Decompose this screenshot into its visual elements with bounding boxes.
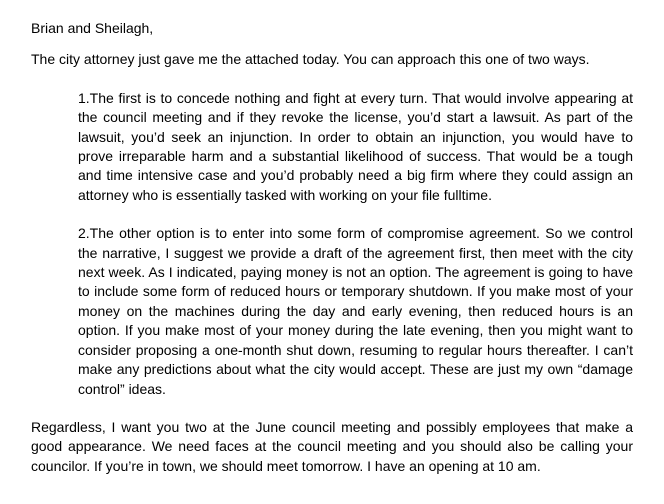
email-greeting: Brian and Sheilagh, (31, 20, 154, 36)
email-body (31, 19, 633, 476)
email-intro: The city attorney just gave me the attached today. You can approach this one of two ways. (31, 51, 590, 68)
option-first: 1.The first is to concede nothing and fight at every turn. That would involve appearing at the council meeting and if they revoke the license, you’d start a lawsuit. As part of the lawsuit, you’d seek an injunction. In order to obtain an injunction, you would have to prove irreparable harm and a substantial likelihood of success. That would be a tough and time intensive case and you’d probably need a big firm where they could assign an attorney who is essentially tasked with working on your file fulltime. (78, 89, 633, 203)
option-second: 2.The other option is to enter into some form of compromise agreement. So we control the narrative, I suggest we provide a draft of the agreement first, then meet with the city next week. As I indicated, paying money is not an option. The agreement is going to have to include some form of reduced hours or temporary shutdown. If you make most of your money on the machines during the day and early evening, then reduced hours is an option. If you make most of your money during the late evening, then you might want to consider proposing a one-month shut down, resuming to regular hours thereafter. I can’t make any predictions about what the city would accept. These are just my own “damage control” ideas. (78, 225, 633, 397)
email-closing: Regardless, I want you two at the June council meeting and possibly employees that make a good appearance. We need faces at the council meeting and you should also be calling your councilor. If you’re in town, we should meet tomorrow. I have an opening at 10 am. (31, 418, 633, 474)
options-list (78, 89, 633, 399)
